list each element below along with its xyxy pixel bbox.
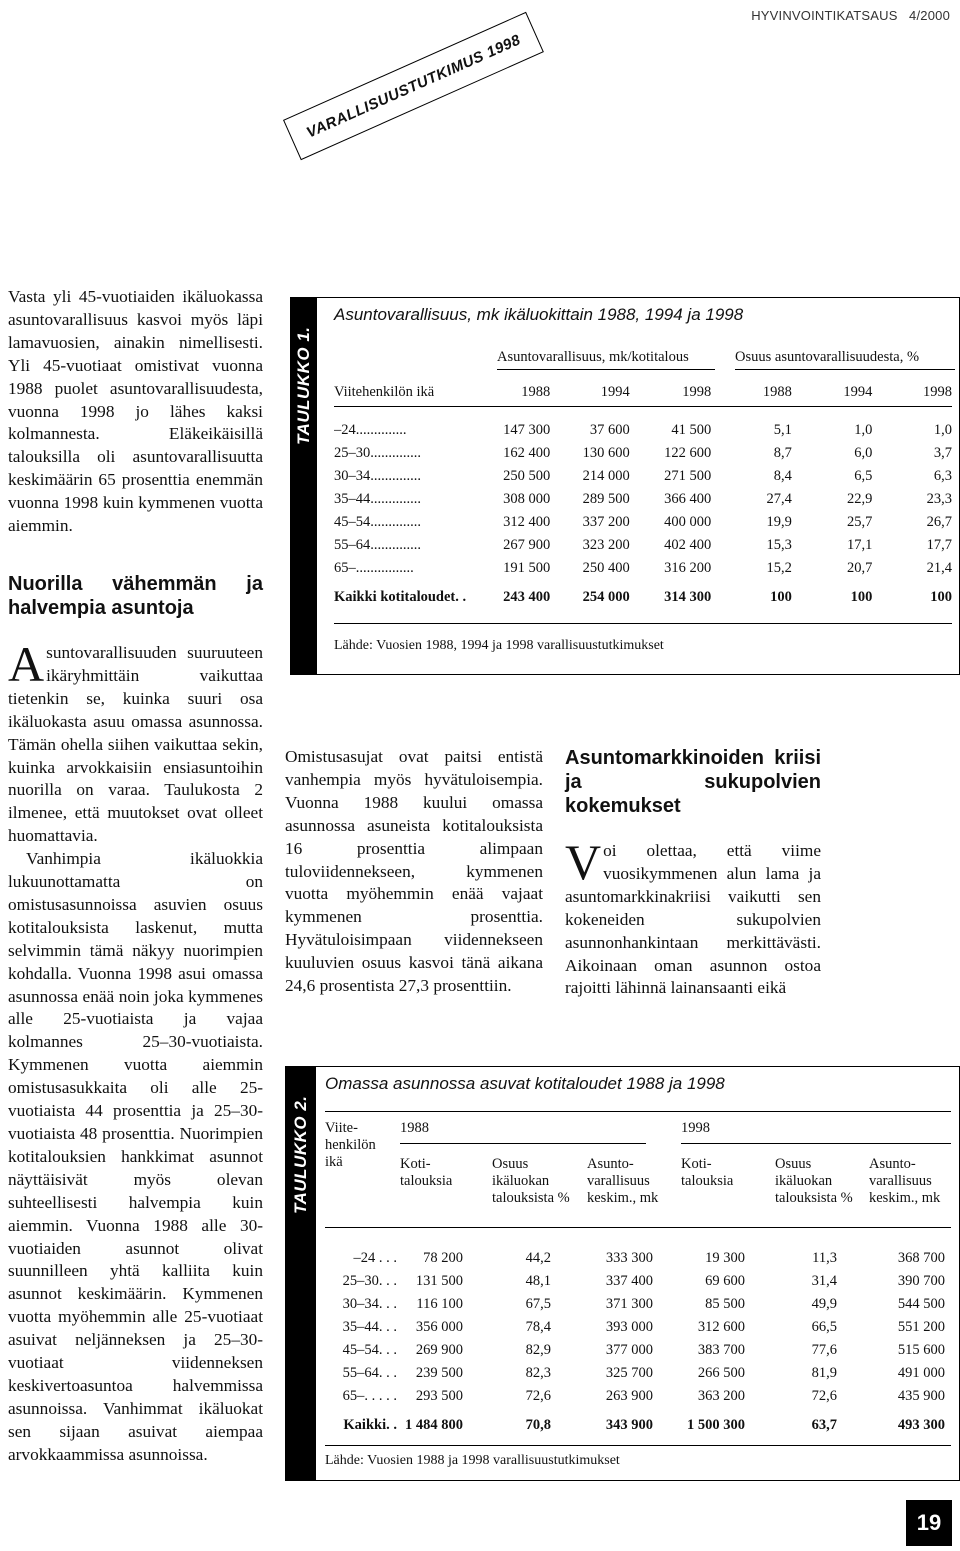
issue-number: 4/2000 [909,8,950,23]
table1-value-cell: 400 000 [664,514,712,530]
table2-value-cell: 269 900 [415,1342,463,1358]
body-paragraph-2: Vanhimpia ikäluokkia lukuunottamatta on omistusasunnoissa asuvien osuus kotitalouksista laskenut, mutta selvimmin tämä näkyy nuorimpien kohdalla. Vuonna 1998 asui omassa asunnossa enää noin joka kymmenes alle 25-vuotiaista ja vajaa kolmannes 25–30-vuotiaista. Kymmenen vuotta aiemmin omistusasukkaita oli alle 25-vuotiaista 44 prosenttia ja 25–30-vuotiaista 48 prosenttia. Nuorimpien kotitalouksien hankkimat asunnot näyttäisivät myös olevan suhteellisesti halvempia kuin aiemmin. Vuonna 1988 alle 30-vuotiaiden asunnot olivat suunnilleen yhtä kalliita kuin asunnot keskimäärin. Kymmenen vuotta myöhemmin alle 25-vuotiaat asuivat neljänneksen ja 25–30-vuotiaat viidenneksen keskivertoasuntoa halvemmissa asunnoissa. Vanhimmat ikäluokat sen sijaan asuivat aiempaa arvokkaammissa asunnoissa. [8,849,263,1464]
table1-year: 1988 [762,383,792,400]
table1-value-cell: 8,7 [773,445,792,461]
table2-age-cell: 35–44. . . [342,1319,397,1335]
table2-age-cell: 65–. . . . . [342,1388,397,1404]
table2-value-cell: 85 500 [705,1296,745,1312]
table1-value-cell: 100 [770,589,792,605]
table2-value-cell: 67,5 [525,1296,551,1312]
table1-value-cell: 130 600 [582,445,630,461]
body-paragraph-1: Asuntovarallisuuden suuruuteen ikäryhmittäin vaikuttaa tietenkin se, kuinka suuri osa ikäluokasta asuu omassa asunnossa. Tämän ohella siihen vaikuttaa sekin, kuinka arvokkaisiin ensiasuntoihin nuorilla on varaa. Taulukosta 2 ilmenee, että muutokset ovat olleet huomattavia. [8,635,263,846]
table2-row [325,1316,945,1339]
table2-row [325,1247,945,1270]
table2-row [325,1270,945,1293]
table1-value-cell: 5,1 [773,422,792,438]
table1-value-cell: 323 200 [582,537,630,553]
table1-value-cell: 191 500 [503,560,551,576]
table1-age-cell: 25–30.............. [334,445,421,461]
table1-value-cell: 17,7 [926,537,952,553]
table2-title: Omassa asunnossa asuvat kotitaloudet 1988 ja 1998 [325,1074,725,1093]
table2-value-cell: 66,5 [811,1319,837,1335]
table1-sidebar [290,297,316,675]
table2-value-cell: 515 600 [897,1342,945,1358]
table1-value-cell: 147 300 [503,422,551,438]
table1-age-cell: Kaikki kotitaloudet. . [334,589,467,605]
table1-row [334,465,952,488]
table1-value-cell: 6,0 [854,445,873,461]
table1-value-cell: 250 500 [503,468,551,484]
table1-value-cell: 214 000 [582,468,630,484]
table2-value-cell: 343 900 [605,1417,653,1433]
table1-value-cell: 26,7 [926,514,952,530]
table2-value-cell: 435 900 [897,1388,945,1404]
magazine-name: HYVINVOINTIKATSAUS [751,8,898,23]
right-paragraph: Voi olettaa, että viime vuosikymmenen alun lama ja asuntomarkkinakriisi vaikutti sen kokeneiden sukupolvien asunnonhankintaan merkittävästi. Aikoinaan oman asunnon ostoa rajoitti lähinnä lainansaanti eikä [565,834,821,998]
page-number: 19 [906,1500,952,1546]
table2-top-rule [325,1111,951,1112]
table2-value-cell: 551 200 [897,1319,945,1335]
table2-age-cell: 45–54. . . [342,1342,397,1358]
table2 [325,1247,945,1437]
table2-age-cell: 30–34. . . [342,1296,397,1312]
table1-group2-rule [735,369,955,370]
table1-value-cell: 337 200 [582,514,630,530]
table1-value-cell: 37 600 [589,422,630,438]
table2-value-cell: 82,3 [525,1365,551,1381]
table2-age-cell: Kaikki. . [343,1417,397,1433]
table2-col-header: Osuus ikäluokan talouksista % [775,1156,853,1206]
table2-value-cell: 1 484 800 [405,1417,463,1433]
table1-label: TAULUKKO 1. [294,326,313,445]
table2-value-cell: 11,3 [812,1250,837,1266]
table2-value-cell: 48,1 [525,1273,551,1289]
table1-value-cell: 250 400 [582,560,630,576]
table2-value-cell: 493 300 [897,1417,945,1433]
table1-value-cell: 308 000 [503,491,551,507]
table2-value-cell: 383 700 [697,1342,745,1358]
table1-value-cell: 22,9 [847,491,873,507]
table1-value-cell: 25,7 [847,514,873,530]
table2-rowhead: Viite-henkilön ikä [325,1120,376,1170]
table2-age-cell: –24 . . . [353,1250,397,1266]
table1-value-cell: 6,3 [933,468,952,484]
table1-age-cell: –24.............. [334,422,407,438]
table2-value-cell: 491 000 [897,1365,945,1381]
table2-year2-rule [681,1143,951,1144]
table2-value-cell: 72,6 [811,1388,837,1404]
table2-row [325,1339,945,1362]
table1-value-cell: 1,0 [854,422,873,438]
table1-age-cell: 65–................ [334,560,414,576]
table2-value-cell: 312 600 [697,1319,745,1335]
table1-value-cell: 162 400 [503,445,551,461]
table1-age-cell: 55–64.............. [334,537,421,553]
table1-value-cell: 3,7 [933,445,952,461]
table2-value-cell: 325 700 [605,1365,653,1381]
intro-paragraph: Vasta yli 45-vuotiaiden ikäluokassa asuntovarallisuus kasvoi myös läpi lamavuosien, ainakin nimellisesti. Yli 45-vuotiaat omistivat vuonna 1988 puolet asuntovarallisuudesta, vuonna 1998 jo lähes kaksi kolmannesta. Eläkeikäisillä talouksilla oli asuntovarallisuutta keskimäärin 65 prosenttia enemmän vuonna 1998 kuin kymmenen vuotta aiemmin. [8,287,263,536]
table1-value-cell: 314 300 [664,589,712,605]
table1-row [334,442,952,465]
table1-value-cell: 312 400 [503,514,551,530]
table1-year: 1998 [682,383,712,400]
table1-value-cell: 1,0 [933,422,952,438]
table2-value-cell: 72,6 [525,1388,551,1404]
table1 [334,378,952,609]
table1-value-cell: 243 400 [503,589,551,605]
table2-age-cell: 55–64. . . [342,1365,397,1381]
table2-value-cell: 63,7 [811,1417,837,1433]
left-column [8,286,263,1467]
table2-value-cell: 69 600 [705,1273,745,1289]
table2-value-cell: 116 100 [416,1296,463,1312]
table1-value-cell: 41 500 [671,422,712,438]
table1-value-cell: 122 600 [664,445,712,461]
table2-row [325,1362,945,1385]
table2-age-cell: 25–30. . . [342,1273,397,1289]
dropcap-v: V [565,834,602,890]
table2-value-cell: 77,6 [811,1342,837,1358]
table1-row [334,488,952,511]
table1-value-cell: 19,9 [766,514,792,530]
table2-col-header: Koti-talouksia [681,1156,734,1189]
table1-value-cell: 267 900 [503,537,551,553]
table2-row [325,1385,945,1408]
table2-value-cell: 19 300 [705,1250,745,1266]
table1-box [316,297,960,675]
table1-row [334,534,952,557]
table2-value-cell: 390 700 [897,1273,945,1289]
table1-value-cell: 6,5 [854,468,873,484]
table1-year: 1994 [843,383,873,400]
right-subheading: Asuntomarkkinoiden kriisi ja sukupolvien kokemukset [565,747,821,817]
table2-value-cell: 333 300 [605,1250,653,1266]
running-header [751,8,950,23]
table1-value-cell: 402 400 [664,537,712,553]
dropcap-a: A [8,635,45,692]
left-subheading: Nuorilla vähemmän ja halvempia asuntoja [8,572,263,619]
table1-value-cell: 289 500 [582,491,630,507]
table1-value-cell: 100 [930,589,952,605]
table2-value-cell: 393 000 [605,1319,653,1335]
table1-year: 1994 [600,383,630,400]
table1-value-cell: 8,4 [773,468,792,484]
table2-value-cell: 266 500 [697,1365,745,1381]
table2-year1-rule [400,1143,646,1144]
table2-value-cell: 131 500 [415,1273,463,1289]
table2-label: TAULUKKO 2. [291,1095,310,1214]
table2-value-cell: 377 000 [605,1342,653,1358]
table2-value-cell: 368 700 [897,1250,945,1266]
middle-column [285,746,543,998]
table1-value-cell: 27,4 [766,491,792,507]
table1-year: 1998 [923,383,952,400]
table2-col-header: Koti-talouksia [400,1156,453,1189]
table1-age-cell: 45–54.............. [334,514,421,530]
table1-source: Lähde: Vuosien 1988, 1994 ja 1998 varallisuustutkimukset [334,638,664,653]
table2-value-cell: 81,9 [811,1365,837,1381]
table2-sidebar [285,1066,315,1481]
table2-value-cell: 293 500 [415,1388,463,1404]
table2-value-cell: 31,4 [811,1273,837,1289]
table2-box [315,1066,960,1481]
table2-value-cell: 78,4 [525,1319,551,1335]
table1-row [334,419,952,442]
table1-value-cell: 271 500 [664,468,712,484]
table2-year1: 1988 [400,1120,429,1136]
table2-total-row [325,1408,945,1437]
table1-age-cell: 30–34.............. [334,468,421,484]
table2-value-cell: 78 200 [423,1250,463,1266]
table2-value-cell: 263 900 [605,1388,653,1404]
table1-rowhead: Viitehenkilön ikä [334,383,435,400]
table2-value-cell: 49,9 [811,1296,837,1312]
table2-source: Lähde: Vuosien 1988 ja 1998 varallisuustutkimukset [325,1453,620,1468]
table2-value-cell: 70,8 [525,1417,551,1433]
table1-value-cell: 15,2 [766,560,792,576]
table1-value-cell: 23,3 [926,491,952,507]
table1-group1-rule [497,369,715,370]
table1-value-cell: 15,3 [766,537,792,553]
table2-value-cell: 363 200 [697,1388,745,1404]
table2-value-cell: 337 400 [605,1273,653,1289]
table1-age-cell: 35–44.............. [334,491,421,507]
table2-value-cell: 371 300 [605,1296,653,1312]
table2-value-cell: 544 500 [897,1296,945,1312]
table2-value-cell: 44,2 [525,1250,551,1266]
table1-value-cell: 316 200 [664,560,712,576]
table2-value-cell: 82,9 [525,1342,551,1358]
table1-value-cell: 100 [850,589,873,605]
table1-year: 1988 [521,383,551,400]
table2-col-header: Asunto-varallisuus keskim., mk [869,1156,941,1206]
table2-value-cell: 239 500 [415,1365,463,1381]
table1-header-row [334,378,952,407]
table1-group1-header: Asuntovarallisuus, mk/kotitalous [497,349,689,365]
table1-total-row [334,580,952,609]
table2-value-cell: 1 500 300 [687,1417,745,1433]
table1-value-cell: 254 000 [582,589,630,605]
table1-row [334,557,952,580]
middle-paragraph: Omistusasujat ovat paitsi entistä vanhempia myös hyvätuloisempia. Vuonna 1988 kuului omassa asunnossa asuneista kotitalouksista 16 prosenttia alimpaan tuloviidennekseen, kymmenen vuotta myöhemmin enää vajaat kymmenen prosenttia. Hyvätuloisimpaan viidennekseen kuuluvien osuus kasvoi tänä aikana 24,6 prosentista 27,3 prosenttiin. [285,747,543,996]
table1-bottom-rule [334,623,952,624]
table1-value-cell: 21,4 [926,560,952,576]
table1-value-cell: 366 400 [664,491,712,507]
table1-value-cell: 20,7 [847,560,873,576]
right-column [565,746,821,1000]
section-banner: VARALLISUUSTUTKIMUS 1998 [283,12,544,160]
table2-value-cell: 356 000 [415,1319,463,1335]
table2-col-header: Osuus ikäluokan talouksista % [492,1156,570,1206]
table2-row [325,1293,945,1316]
table1-value-cell: 17,1 [847,537,873,553]
table2-header-rule [325,1227,951,1228]
table2-col-header: Asunto-varallisuus keskim., mk [587,1156,659,1206]
table1-title: Asuntovarallisuus, mk ikäluokittain 1988, 1994 ja 1998 [334,305,744,324]
table1-group2-header: Osuus asuntovarallisuudesta, % [735,349,920,365]
table2-year2: 1998 [681,1120,710,1136]
table2-bottom-rule [325,1445,951,1446]
table1-row [334,511,952,534]
